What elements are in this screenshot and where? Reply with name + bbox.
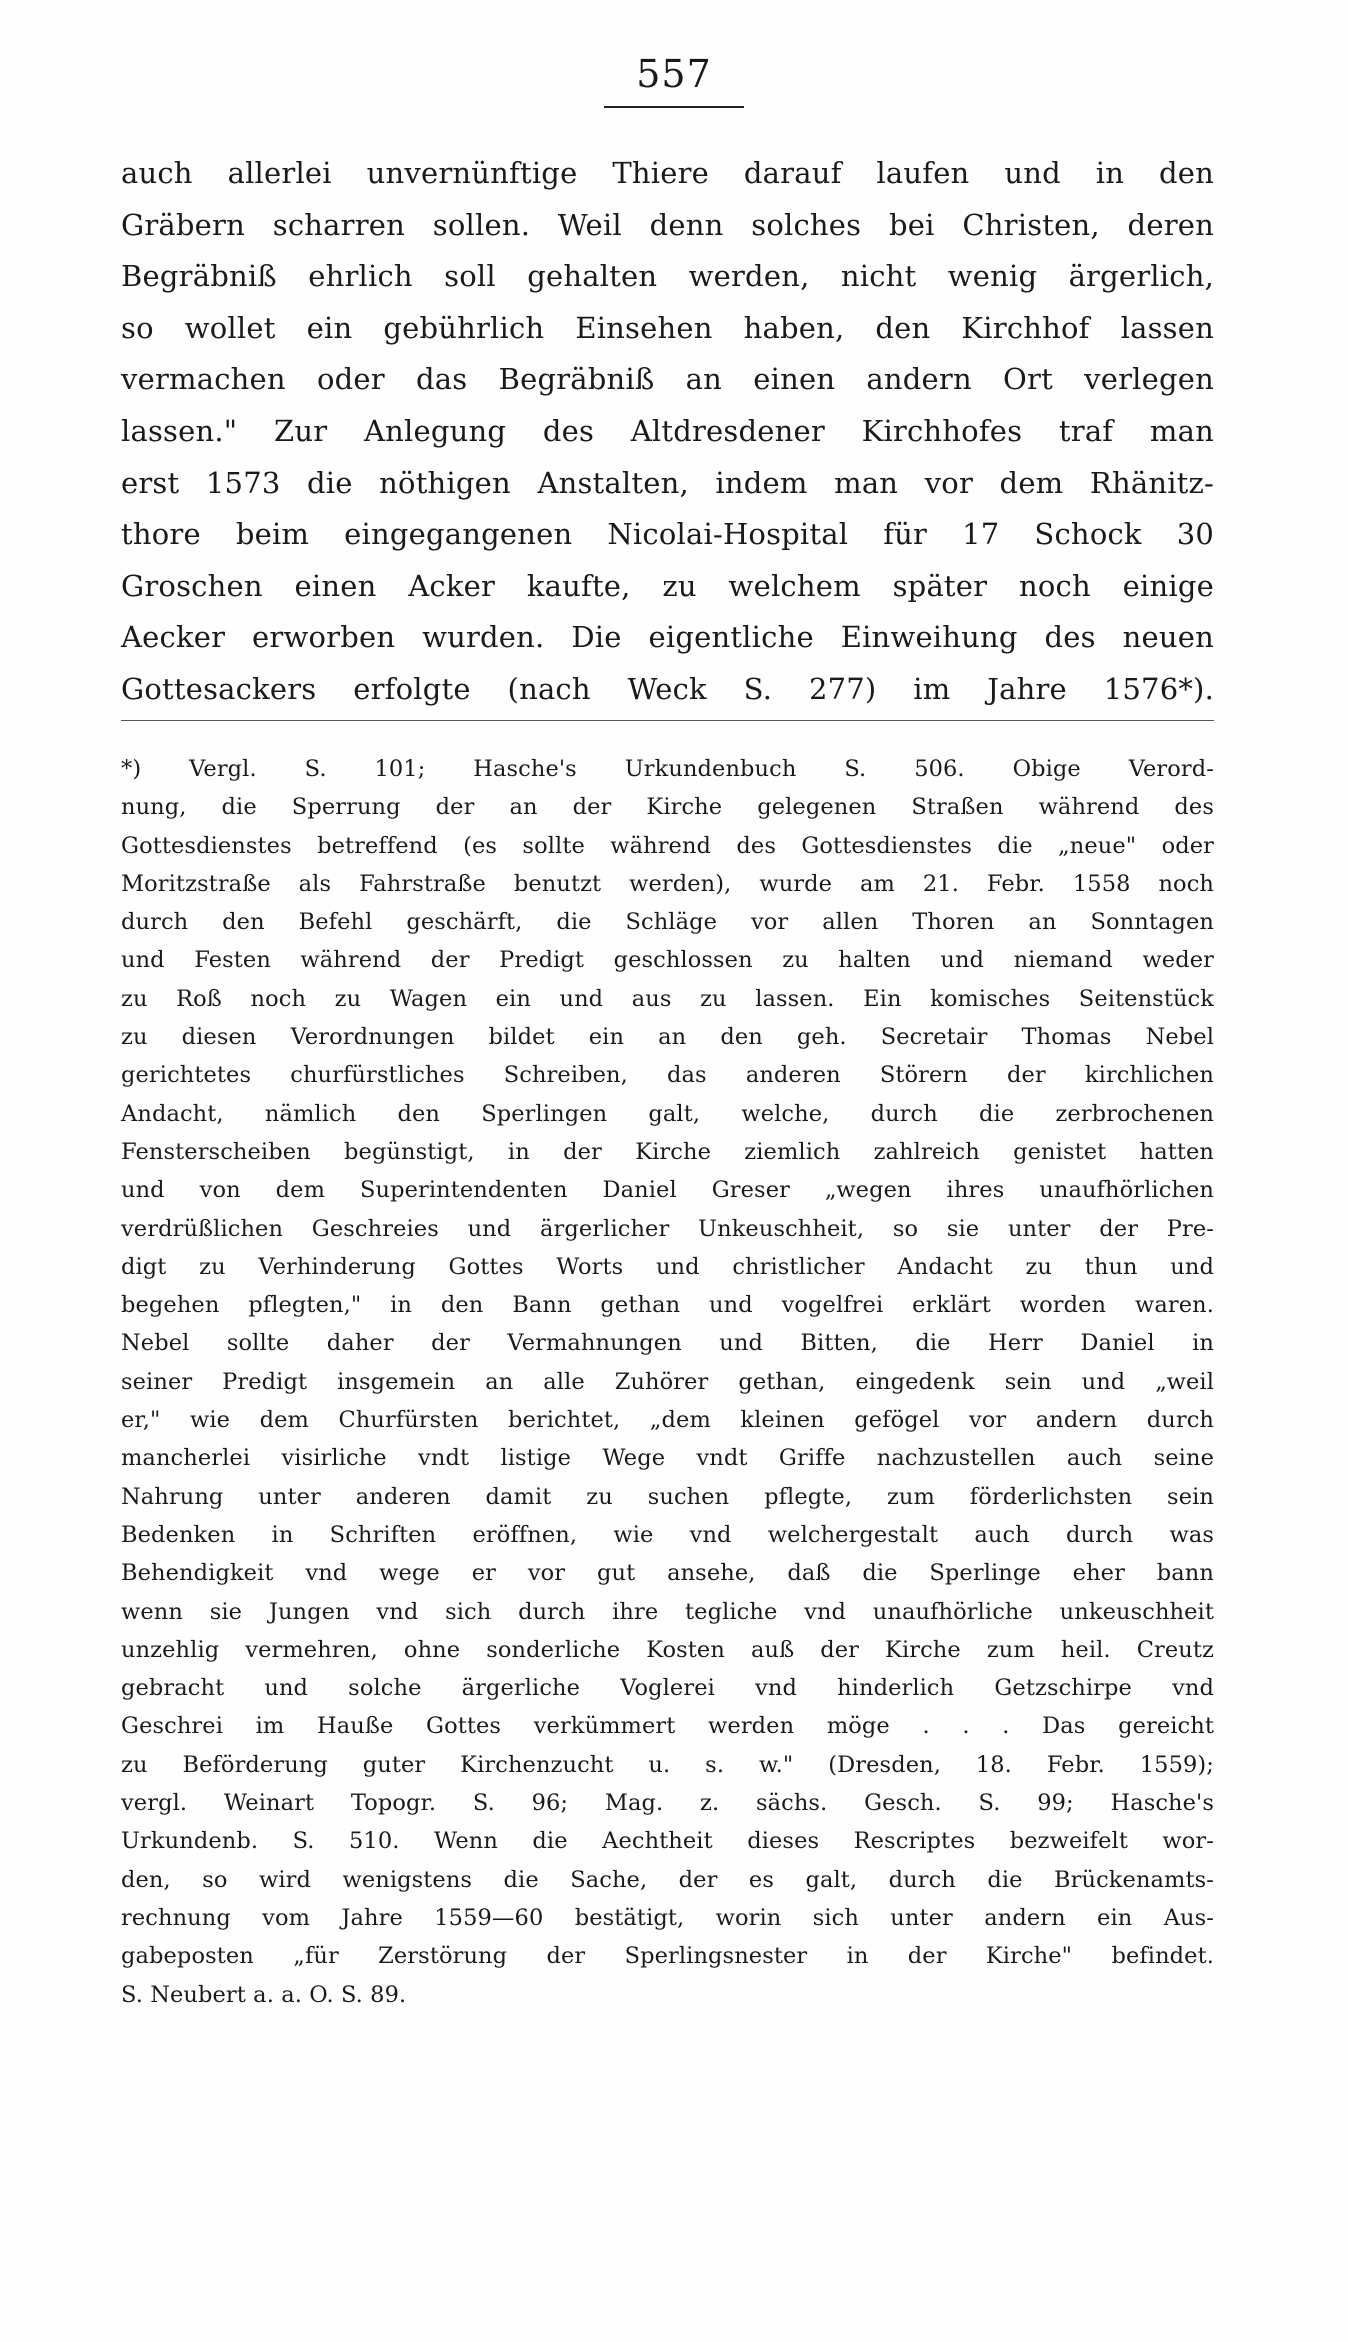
footnote-line: er," wie dem Churfürsten berichtet, „dem kleinen gefögel vor andern durch <box>121 1407 1214 1434</box>
footnote-line: unzehlig vermehren, ohne sonderliche Kosten auß der Kirche zum heil. Creutz <box>121 1636 1214 1663</box>
footnote-line: rechnung vom Jahre 1559—60 bestätigt, worin sich unter andern ein Aus- <box>121 1904 1214 1931</box>
footnote-line: Nahrung unter anderen damit zu suchen pflegte, zum förderlichsten sein <box>121 1483 1214 1510</box>
text-line: Aecker erworben wurden. Die eigentliche Einweihung des neuen <box>121 620 1214 655</box>
footnote-line: wenn sie Jungen vnd sich durch ihre tegliche vnd unaufhörliche unkeuschheit <box>121 1598 1214 1625</box>
text-line: Gräbern scharren sollen. Weil denn solches bei Christen, deren <box>121 207 1214 242</box>
footnote-line: gerichtetes churfürstliches Schreiben, das anderen Störern der kirchlichen <box>121 1062 1214 1089</box>
footnote-line: Andacht, nämlich den Sperlingen galt, welche, durch die zerbrochenen <box>121 1100 1214 1127</box>
footnote-line: vergl. Weinart Topogr. S. 96; Mag. z. sächs. Gesch. S. 99; Hasche's <box>121 1790 1214 1817</box>
text-line: thore beim eingegangenen Nicolai-Hospital für 17 Schock 30 <box>121 517 1214 552</box>
footnote-line: *) Vergl. S. 101; Hasche's Urkundenbuch S. 506. Obige Verord- <box>121 756 1214 782</box>
footnote-line: zu diesen Verordnungen bildet ein an den geh. Secretair Thomas Nebel <box>121 1024 1214 1051</box>
footnote-line: Moritzstraße als Fahrstraße benutzt werden), wurde am 21. Febr. 1558 noch <box>121 870 1214 897</box>
footnote-line: Fensterscheiben begünstigt, in der Kirche ziemlich zahlreich genistet hatten <box>121 1138 1214 1165</box>
footnote-line: nung, die Sperrung der an der Kirche gelegenen Straßen während des <box>121 794 1214 821</box>
footnote-line: Urkundenb. S. 510. Wenn die Aechtheit dieses Rescriptes bezweifelt wor- <box>121 1828 1214 1855</box>
footnote-line: zu Beförderung guter Kirchenzucht u. s. w." (Dresden, 18. Febr. 1559); <box>121 1751 1214 1778</box>
footnote-line: und Festen während der Predigt geschlossen zu halten und niemand weder <box>121 947 1214 974</box>
footnote-line: Nebel sollte daher der Vermahnungen und Bitten, die Herr Daniel in <box>121 1330 1214 1357</box>
footnote-line: begehen pflegten," in den Bann gethan und vogelfrei erklärt worden waren. <box>121 1292 1214 1319</box>
footnote-line: mancherlei visirliche vndt listige Wege vndt Griffe nachzustellen auch seine <box>121 1445 1214 1472</box>
footnote-line: durch den Befehl geschärft, die Schläge vor allen Thoren an Sonntagen <box>121 909 1214 936</box>
text-line: erst 1573 die nöthigen Anstalten, indem man vor dem Rhänitz- <box>121 465 1214 500</box>
footnote-line: digt zu Verhinderung Gottes Worts und christlicher Andacht zu thun und <box>121 1253 1214 1280</box>
text-line: Groschen einen Acker kaufte, zu welchem später noch einige <box>121 568 1214 603</box>
footnote-separator <box>121 720 1214 721</box>
footnote-line: und von dem Superintendenten Daniel Greser „wegen ihres unaufhörlichen <box>121 1177 1214 1204</box>
text-line: Gottesackers erfolgte (nach Weck S. 277) im Jahre 1576*). <box>121 671 1214 706</box>
footnote-line: Geschrei im Hauße Gottes verkümmert werden möge . . . Das gereicht <box>121 1713 1214 1740</box>
footnote-line: Gottesdienstes betreffend (es sollte während des Gottesdienstes die „neue" oder <box>121 832 1214 859</box>
page-number: 557 <box>636 52 712 96</box>
footnote-line: den, so wird wenigstens die Sache, der es galt, durch die Brückenamts- <box>121 1866 1214 1893</box>
text-line: auch allerlei unvernünftige Thiere darauf laufen und in den <box>121 156 1214 190</box>
footnote-line: gebracht und solche ärgerliche Voglerei vnd hinderlich Getzschirpe vnd <box>121 1675 1214 1702</box>
footnote-line: S. Neubert a. a. O. S. 89. <box>121 1981 407 2008</box>
text-line: lassen." Zur Anlegung des Altdresdener Kirchhofes traf man <box>121 413 1214 448</box>
footnote-line: zu Roß noch zu Wagen ein und aus zu lassen. Ein komisches Seitenstück <box>121 985 1214 1012</box>
footnote-line: gabeposten „für Zerstörung der Sperlingsnester in der Kirche" befindet. <box>121 1943 1214 1970</box>
footnote-line: verdrüßlichen Geschreies und ärgerlicher Unkeuschheit, so sie unter der Pre- <box>121 1215 1214 1242</box>
text-line: Begräbniß ehrlich soll gehalten werden, nicht wenig ärgerlich, <box>121 259 1214 294</box>
footnote-line: Bedenken in Schriften eröffnen, wie vnd welchergestalt auch durch was <box>121 1521 1214 1548</box>
text-line: vermachen oder das Begräbniß an einen andern Ort verlegen <box>121 362 1214 397</box>
main-text <box>121 148 1214 716</box>
footnote-line: Behendigkeit vnd wege er vor gut ansehe, daß die Sperlinge eher bann <box>121 1560 1214 1587</box>
footnote-line: seiner Predigt insgemein an alle Zuhörer gethan, eingedenk sein und „weil <box>121 1368 1214 1395</box>
footnote <box>121 750 1214 2014</box>
page-number-rule <box>604 106 744 108</box>
text-line: so wollet ein gebührlich Einsehen haben, den Kirchhof lassen <box>121 310 1214 345</box>
